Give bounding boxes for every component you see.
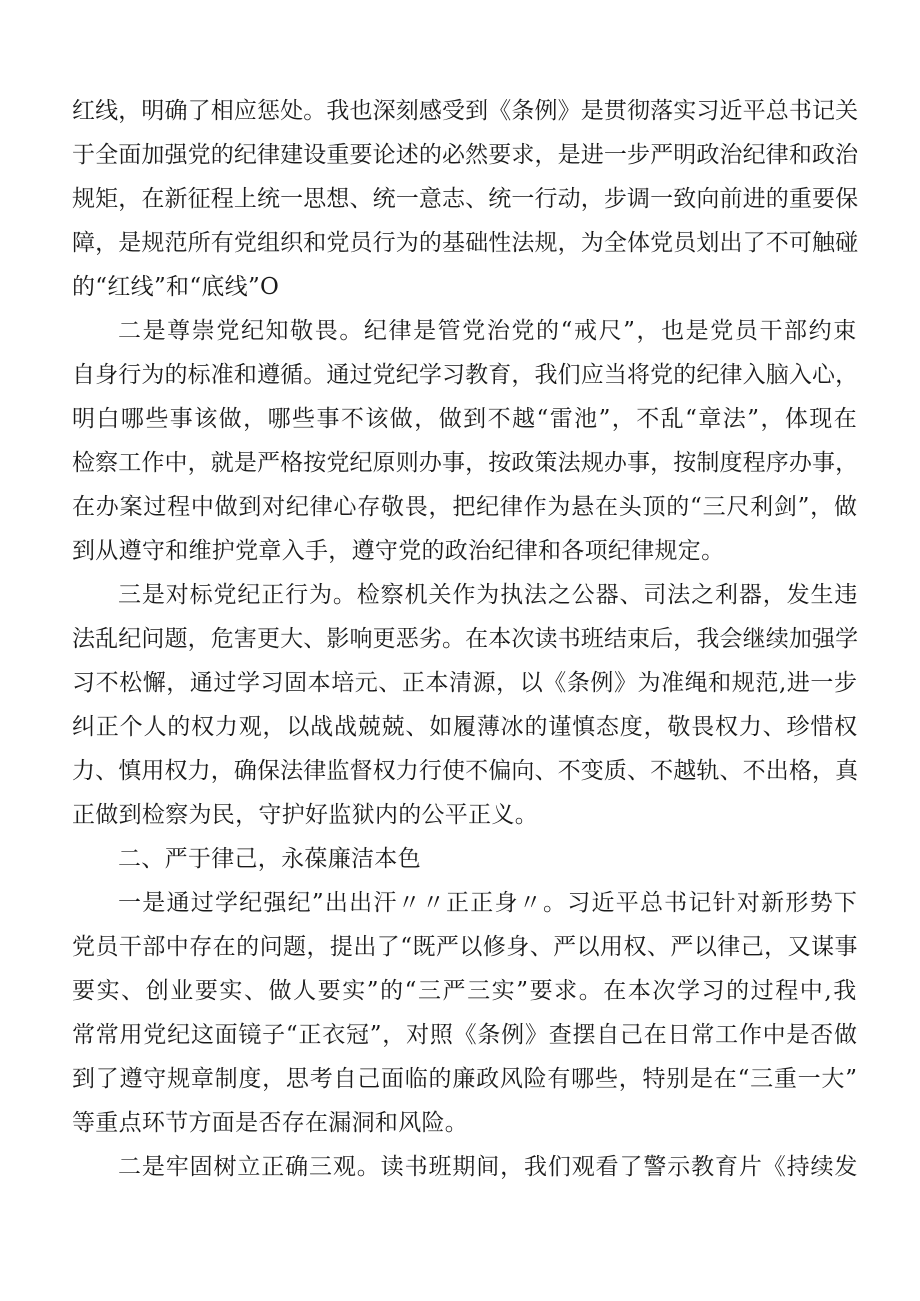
text-line: 习不松懈，通过学习固本培元、正本清源，以《条例》为准绳和规范,进一步 <box>72 670 858 696</box>
text-line: 正做到检察为民，守护好监狱内的公平正义。 <box>72 802 538 828</box>
text-line: 三是对标党纪正行为。检察机关作为执法之公器、司法之利器，发生违 <box>118 582 859 608</box>
text-line: 到从遵守和维护党章入手，遵守党的政治纪律和各项纪律规定。 <box>72 538 725 564</box>
text-line: 明白哪些事该做，哪些事不该做，做到不越“雷池”，不乱“章法”，体现在 <box>72 406 859 432</box>
text-line: 红线，明确了相应惩处。我也深刻感受到《条例》是贯彻落实习近平总书记关 <box>72 98 859 124</box>
text-line: 法乱纪问题，危害更大、影响更恶劣。在本次读书班结束后，我会继续加强学 <box>72 626 859 652</box>
text-line: 到了遵守规章制度，思考自己面临的廉政风险有哪些，特别是在“三重一大” <box>72 1066 858 1092</box>
text-line: 检察工作中，就是严格按党纪原则办事，按政策法规办事，按制度程序办事， <box>72 450 859 476</box>
text-line: 纠正个人的权力观，以战战兢兢、如履薄冰的谨慎态度，敬畏权力、珍惜权 <box>72 714 858 740</box>
text-line: 党员干部中存在的问题，提出了“既严以修身、严以用权、严以律己，又谋事 <box>72 934 858 960</box>
text-line: 二是牢固树立正确三观。读书班期间，我们观看了警示教育片《持续发 <box>118 1154 859 1180</box>
text-line: 常常用党纪这面镜子“正衣冠”，对照《条例》查摆自己在日常工作中是否做 <box>72 1022 858 1048</box>
text-line: 要实、创业要实、做人要实”的“三严三实”要求。在本次学习的过程中,我 <box>72 978 858 1004</box>
text-line: 的“红线”和“底线”O <box>72 274 280 300</box>
text-line: 等重点环节方面是否存在漏洞和风险。 <box>72 1110 469 1136</box>
text-line: 规矩，在新征程上统一思想、统一意志、统一行动，步调一致向前进的重要保 <box>72 186 859 212</box>
text-line: 自身行为的标准和遵循。通过党纪学习教育，我们应当将党的纪律入脑入心， <box>72 362 859 388</box>
text-line: 二是尊崇党纪知敬畏。纪律是管党治党的“戒尺”，也是党员干部约束 <box>118 318 858 344</box>
text-line: 于全面加强党的纪律建设重要论述的必然要求，是进一步严明政治纪律和政治 <box>72 142 859 168</box>
text-line: 在办案过程中做到对纪律心存敬畏，把纪律作为悬在头顶的“三尺利剑”，做 <box>72 494 858 520</box>
text-line: 力、慎用权力，确保法律监督权力行使不偏向、不变质、不越轨、不出格，真 <box>72 758 859 784</box>
text-line: 障，是规范所有党组织和党员行为的基础性法规，为全体党员划出了不可触碰 <box>72 230 859 256</box>
section-heading: 二、严于律己，永葆廉洁本色 <box>118 846 421 872</box>
text-line: 一是通过学纪强纪”出出汗〃〃正正身〃。习近平总书记针对新形势下 <box>118 890 859 916</box>
